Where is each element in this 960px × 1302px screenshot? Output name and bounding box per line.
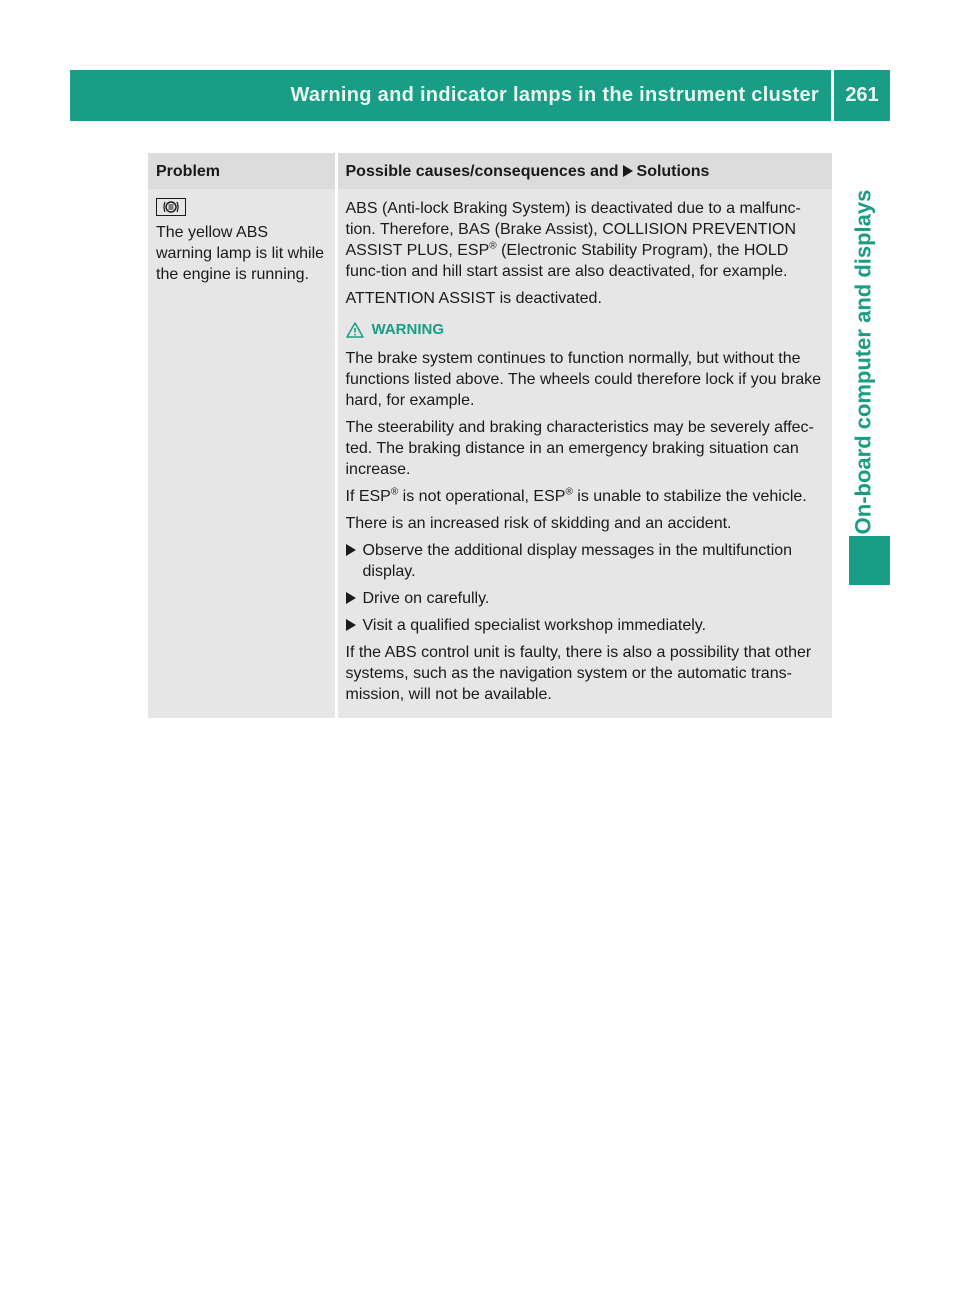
solutions-column-header [336, 153, 832, 189]
problem-column-header: Problem [148, 153, 336, 189]
arrow-right-icon [346, 544, 356, 556]
table-header-row [148, 153, 832, 189]
attention-assist-paragraph: ATTENTION ASSIST is deactivated. [345, 290, 602, 307]
table-row [148, 189, 832, 718]
page-header-bar [70, 70, 831, 121]
risk-paragraph: There is an increased risk of skidding and an accident. [345, 515, 732, 532]
warning-heading [346, 319, 827, 340]
abs-warning-icon [156, 198, 186, 216]
solutions-header-prefix: Possible causes/consequences and [345, 162, 619, 180]
arrow-right-icon [346, 592, 356, 604]
warning-paragraph: The steerability and braking characteristics may be severely affec-ted. The braking distance in an emergency braking situation can increase. [345, 419, 814, 478]
side-tab [842, 152, 884, 572]
side-tab-marker [849, 536, 890, 585]
warning-triangle-icon [346, 322, 364, 338]
warning-label: WARNING [371, 321, 444, 338]
page-number-box [834, 70, 890, 121]
warning-lamp-table [148, 153, 832, 718]
esp-paragraph: If ESP® is not operational, ESP® is unable to stabilize the vehicle. [345, 486, 807, 505]
solutions-header-suffix: Solutions [636, 162, 710, 180]
section-title: Warning and indicator lamps in the instrument cluster [290, 84, 819, 106]
registered-mark: ® [489, 240, 497, 252]
action-step: Drive on carefully. [346, 588, 827, 609]
action-step: Observe the additional display messages in the multifunction display. [346, 540, 827, 582]
problem-description: The yellow ABS warning lamp is lit while the engine is running. [156, 224, 325, 283]
arrow-right-icon [346, 619, 356, 631]
arrow-right-icon [623, 165, 633, 177]
cause-paragraph: ABS (Anti-lock Braking System) is deactivated due to a malfunc-tion. Therefore, BAS (Brake Assist), COLLISION PREVENTION ASSIST PLUS, ESP® (Electronic Stability Program), the HOLD func-tion and hill start assist are also deactivated, for example. [345, 200, 801, 280]
side-tab-label: On-board computer and displays [850, 189, 875, 535]
problem-cell [148, 189, 336, 718]
page-number: 261 [845, 84, 879, 106]
action-step: Visit a qualified specialist workshop immediately. [346, 615, 827, 636]
final-paragraph: If the ABS control unit is faulty, there is also a possibility that other systems, such as the navigation system or the automatic trans-mission, will not be available. [345, 644, 812, 703]
warning-paragraph: The brake system continues to function normally, but without the functions listed above. The wheels could therefore lock if you brake hard, for example. [345, 350, 822, 409]
solutions-cell [336, 189, 832, 718]
